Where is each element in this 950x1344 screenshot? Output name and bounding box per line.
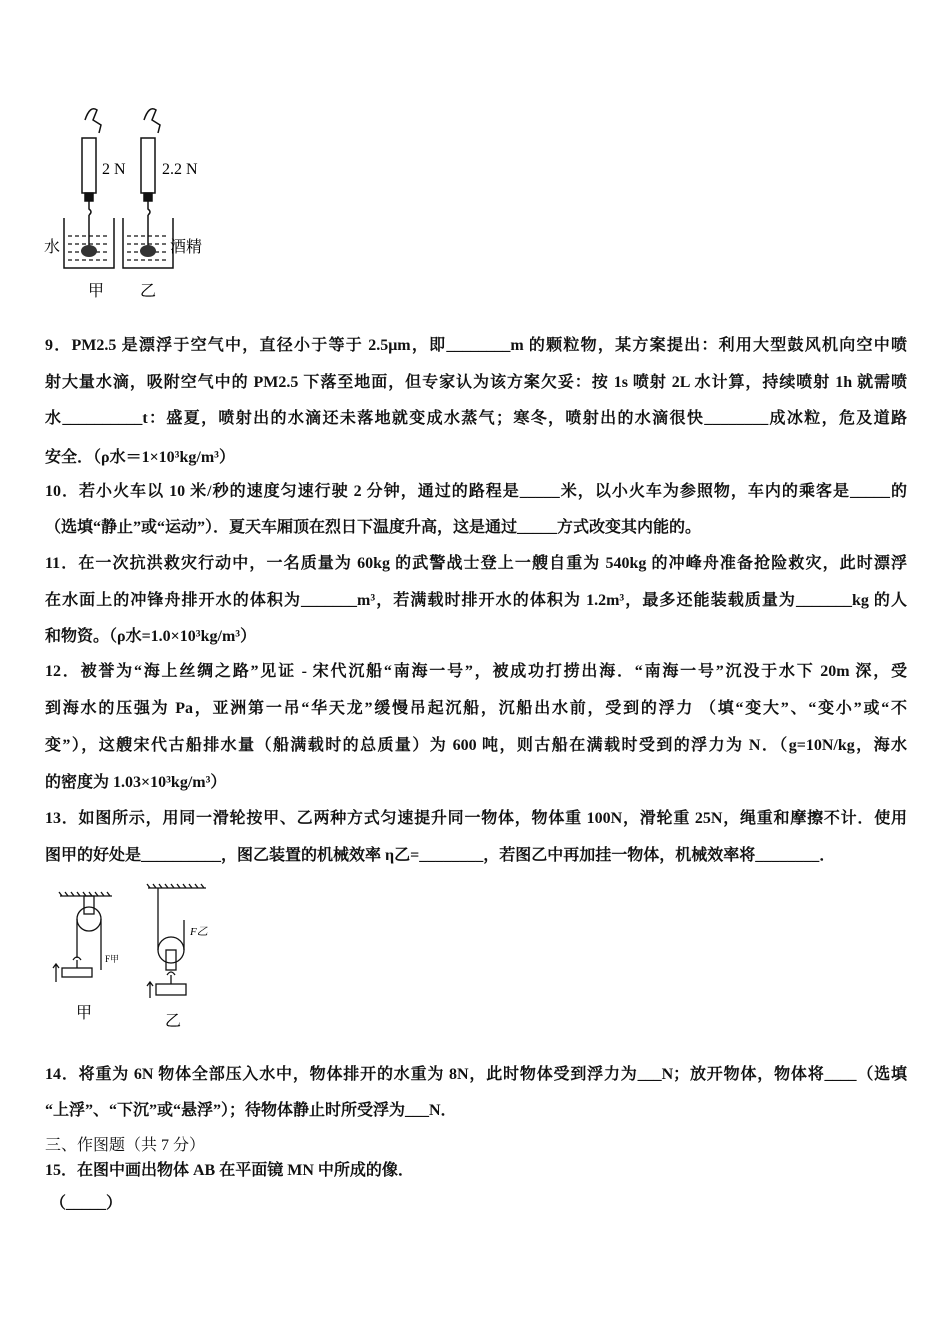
q12-line-3: 变”），这艘宋代古船排水量（船满载时的总质量）为 600 吨，则古船在满载时受到的浮力为 N．（g=10N/kg，海水 [45, 737, 907, 754]
label-water: 水 [44, 239, 61, 256]
reading-jia: 2 N [102, 161, 126, 178]
q10-line-1: 10．若小火车以 10 米/秒的速度匀速行驶 2 分钟，通过的路程是_____米，以小火车为参照物，车内的乘客是_____的 [45, 483, 907, 500]
buoyancy-figure [40, 90, 240, 310]
q13-line-1: 13．如图所示，用同一滑轮按甲、乙两种方式匀速提升同一物体，物体重 100N，滑轮重 25N，绳重和摩擦不计．使用 [45, 810, 907, 827]
q13-line-2: 图甲的好处是__________，图乙装置的机械效率 η乙=________，若图乙中再加挂一物体，机械效率将________． [45, 847, 836, 864]
reading-yi: 2.2 N [162, 161, 198, 178]
q10-line-2: （选填“静止”或“运动”）．夏天车厢顶在烈日下温度升高，这是通过_____方式改变其内能的。 [45, 519, 702, 536]
q9-line-1: 9．PM2.5 是漂浮于空气中，直径小于等于 2.5μm，即________m 的颗粒物，某方案提出：利用大型鼓风机向空中喷 [45, 337, 907, 354]
q15-line: 15．在图中画出物体 AB 在平面镜 MN 中所成的像． [45, 1162, 414, 1179]
q15-answer-blank: （_____） [50, 1195, 123, 1212]
section-title: 三、作图题（共 7 分） [45, 1137, 206, 1154]
q14-line-2: “上浮”、“下沉”或“悬浮”）；待物体静止时所受浮为___N． [45, 1102, 457, 1119]
q12-line-4: 的密度为 1.03×10³kg/m³） [45, 774, 227, 791]
pulley-label-yi: 乙 [165, 1013, 182, 1030]
label-jia: 甲 [88, 283, 105, 300]
label-yi: 乙 [140, 283, 157, 300]
q9-line-3: 水__________t：盛夏，喷射出的水滴还未落地就变成水蒸气；寒冬，喷射出的水滴很快________成冰粒，危及道路 [45, 410, 907, 427]
q12-line-1: 12．被誉为“海上丝绸之路”见证 - 宋代沉船“南海一号”，被成功打捞出海．“南海一号”沉没于水下 20m 深，受 [45, 663, 907, 680]
q14-line-1: 14．将重为 6N 物体全部压入水中，物体排开的水重为 8N，此时物体受到浮力为___N；放开物体，物体将____（选填 [45, 1066, 907, 1083]
q9-line-2: 射大量水滴，吸附空气中的 PM2.5 下落至地面，但专家认为该方案欠妥：按 1s 喷射 2L 水计算，持续喷射 1h 就需喷 [45, 374, 907, 391]
q12-line-2: 到海水的压强为 Pa，亚洲第一吊“华天龙”缓慢吊起沉船，沉船出水前，受到的浮力 （填“变大”、“变小”或“不 [45, 700, 907, 717]
q9-line-4: 安全．（ρ水＝1×10³kg/m³） [45, 449, 235, 466]
q11-line-2: 在水面上的冲锋舟排开水的体积为_______m³，若满载时排开水的体积为 1.2m³，最多还能装载质量为_______kg 的人 [45, 592, 907, 609]
q11-line-1: 11．在一次抗洪救灾行动中，一名质量为 60kg 的武警战士登上一艘自重为 540kg 的冲峰舟准备抢险救灾，此时漂浮 [45, 555, 907, 572]
q11-line-3: 和物资。（ρ水=1.0×10³kg/m³） [45, 628, 257, 645]
pulley-figure [40, 880, 240, 1030]
force-yi-label: F乙 [190, 926, 208, 938]
pulley-label-jia: 甲 [76, 1005, 93, 1022]
force-jia-label: F甲 [105, 954, 120, 964]
label-alcohol: 酒精 [170, 239, 203, 256]
